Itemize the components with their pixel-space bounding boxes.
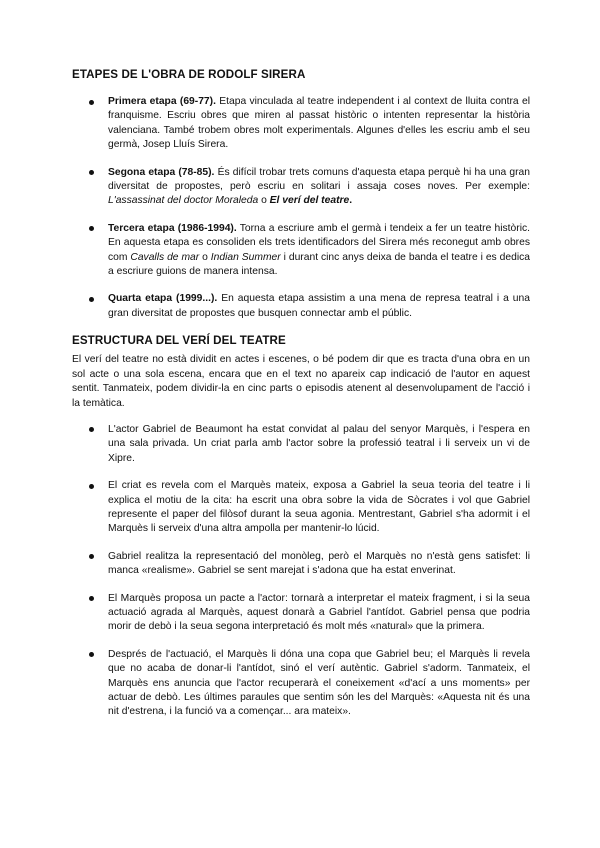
part-text: L'actor Gabriel de Beaumont ha estat convidat al palau del senyor Marquès, i l'espera en una sala privada. Un criat parla amb l'actor sobre la professió teatral i li serveix un vi de Xipre. bbox=[108, 423, 530, 464]
stage-end: . bbox=[349, 195, 353, 207]
part-text: Després de l'actuació, el Marquès li dóna una copa que Gabriel beu; el Marquès li revela que no acaba de donar-li l'antídot, sinó el verí autèntic. Gabriel s'adorm. Tanmateix, el Marquès ens anuncia que l'actor recuperarà el coneixement «d'ací a uns moments» per actuar de debò. Les últimes paraules que sentim són les del Marquès: «Aquesta nit és una nit d'estrena, i la funció va a començar... ara mateix». bbox=[108, 648, 530, 718]
list-item bbox=[72, 166, 530, 209]
list-item bbox=[72, 292, 530, 321]
stages-list bbox=[72, 95, 530, 321]
stage-text: Etapa vinculada al teatre independent i al context de lluita contra el franquisme. Escriu obres que miren al passat històric o intenten representar la història valenciana. També trobem obres molt experimentals. Algunes d'elles les escriu amb el seu germà, Josep Lluís Sirera. bbox=[108, 96, 530, 151]
stage-heading: Primera etapa (69-77). bbox=[108, 96, 216, 107]
bullet-icon bbox=[89, 297, 94, 302]
stage-text: Torna a escriure amb el germà i tendeix a fer un teatre històric. En aquesta etapa es consoliden els trets identificadors del Sirera més reconegut amb obres com bbox=[108, 222, 530, 263]
section-title-estructura: ESTRUCTURA DEL VERÍ DEL TEATRE bbox=[72, 334, 286, 348]
part-text: El Marquès proposa un pacte a l'actor: tornarà a interpretar el mateix fragment, i si la seua actuació agrada al Marquès, aquest donarà a Gabriel l'antídot. Gabriel pensa que podria morir de debò i la seua segona interpretació és molt més «natural» que la primera. bbox=[108, 592, 530, 633]
stage-text: En aquesta etapa assistim a una mena de represa teatral i a una gran diversitat de propostes que busquen connectar amb el públic. bbox=[108, 293, 530, 319]
bullet-icon bbox=[89, 484, 94, 489]
list-item bbox=[72, 95, 530, 153]
part-text: Gabriel realitza la representació del monòleg, però el Marquès no n'està gens satisfet: li manca «realisme». Gabriel se sent marejat i s'adona que ha estat enverinat. bbox=[108, 550, 530, 577]
conjunction: o bbox=[258, 195, 270, 207]
work-title: Cavalls de mar bbox=[130, 251, 200, 263]
list-item bbox=[72, 550, 530, 579]
work-title: L'assassinat del doctor Moraleda bbox=[108, 195, 259, 207]
work-title: El verí del teatre bbox=[269, 195, 350, 207]
stage-end: i durant cinc anys deixa de banda el teatre i es dedica a escriure guions de manera intensa. bbox=[108, 251, 530, 278]
stage-heading: Tercera etapa (1986-1994). bbox=[108, 222, 237, 234]
parts-list bbox=[72, 423, 530, 720]
stage-text: És difícil trobar trets comuns d'aquesta etapa perquè hi ha una gran diversitat de propostes, però escriu en solitari i assaja coses noves. Per exemple: bbox=[108, 166, 530, 193]
list-item bbox=[72, 423, 530, 466]
part-text: El criat es revela com el Marquès mateix, exposa a Gabriel la seua teoria del teatre i li explica el motiu de la cita: ha escrit una obra sobre la vida de Sòcrates i vol que Gabriel represente el paper del filòsof durant la seua agonia. Mentrestant, Gabriel s'ha adormit i el Marquès li serveix d'una altra ampolla per mantenir-lo lúcid. bbox=[108, 480, 530, 535]
bullet-icon bbox=[89, 427, 94, 432]
stage-heading: Segona etapa (78-85). bbox=[108, 166, 215, 178]
intro-paragraph: El verí del teatre no està dividit en actes i escenes, o bé podem dir que es tracta d'una obra en un sol acte o una sola escena, encara que en el text no apareix cap indicació de l'autor en aquest sentit. Tanmateix, podem dividir-la en cinc parts o episodis atenent al desenvolupament de l'acció i la temàtica. bbox=[72, 354, 530, 409]
stage-heading: Quarta etapa (1999...). bbox=[108, 293, 218, 305]
bullet-icon bbox=[89, 554, 94, 559]
bullet-icon bbox=[89, 170, 94, 175]
list-item bbox=[72, 648, 530, 720]
list-item bbox=[72, 222, 530, 280]
list-item bbox=[72, 479, 530, 537]
conjunction: o bbox=[199, 251, 211, 263]
list-item bbox=[72, 592, 530, 635]
work-title: Indian Summer bbox=[210, 251, 281, 263]
bullet-icon bbox=[89, 226, 94, 231]
bullet-icon bbox=[89, 100, 94, 105]
document-page bbox=[72, 68, 530, 733]
bullet-icon bbox=[89, 652, 94, 657]
bullet-icon bbox=[89, 596, 94, 601]
section-title-etapes: ETAPES DE L'OBRA DE RODOLF SIRERA bbox=[72, 68, 306, 81]
